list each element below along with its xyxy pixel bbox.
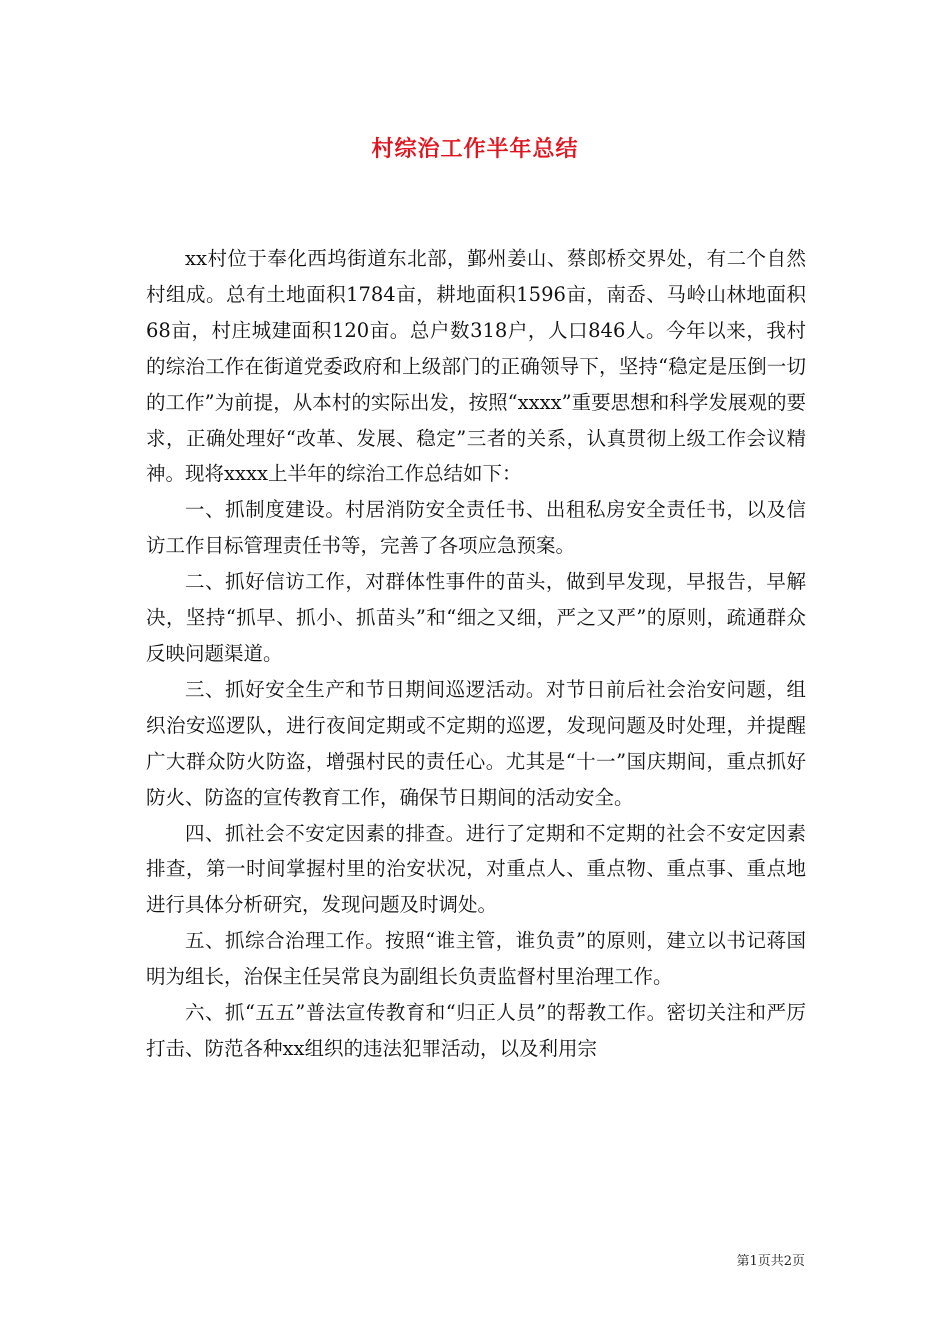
document-title: 村综治工作半年总结 (371, 136, 579, 162)
paragraph-intro: xx村位于奉化西坞街道东北部，鄞州姜山、蔡郎桥交界处，有二个自然村组成。总有土地面积1784亩，耕地面积1596亩，南岙、马岭山林地面积68亩，村庄城建面积120亩。总户数318户，人口846人。今年以来，我村的综治工作在街道党委政府和上级部门的正确领导下，坚持“稳定是压倒一切的工作”为前提，从本村的实际出发，按照“xxxx”重要思想和科学发展观的要求，正确处理好“改革、发展、稳定”三者的关系，认真贯彻上级工作会议精神。现将xxxx上半年的综治工作总结如下： (146, 247, 806, 486)
paragraph-6: 六、抓“五五”普法宣传教育和“归正人员”的帮教工作。密切关注和严厉打击、防范各种xx组织的违法犯罪活动，以及利用宗 (146, 1001, 806, 1060)
document-body (146, 241, 806, 1067)
paragraph-2: 二、抓好信访工作，对群体性事件的苗头，做到早发现，早报告，早解决，坚持“抓早、抓小、抓苗头”和“细之又细，严之又严”的原则，疏通群众反映问题渠道。 (146, 570, 806, 665)
paragraph-5: 五、抓综合治理工作。按照“谁主管，谁负责”的原则，建立以书记蒋国明为组长，治保主任吴常良为副组长负责监督村里治理工作。 (146, 929, 806, 989)
paragraph-4: 四、抓社会不安定因素的排查。进行了定期和不定期的社会不安定因素排查，第一时间掌握村里的治安状况，对重点人、重点物、重点事、重点地进行具体分析研究，发现问题及时调处。 (146, 821, 806, 917)
paragraph-1: 一、抓制度建设。村居消防安全责任书、出租私房安全责任书，以及信访工作目标管理责任书等，完善了各项应急预案。 (146, 498, 806, 558)
paragraph-3: 三、抓好安全生产和节日期间巡逻活动。对节日前后社会治安问题，组织治安巡逻队，进行夜间定期或不定期的巡逻，发现问题及时处理，并提醒广大群众防火防盗，增强村民的责任心。尤其是“十一”国庆期间，重点抓好防火、防盗的宣传教育工作，确保节日期间的活动安全。 (146, 677, 806, 809)
page-number-footer: 第1页共2页 (736, 1254, 805, 1269)
